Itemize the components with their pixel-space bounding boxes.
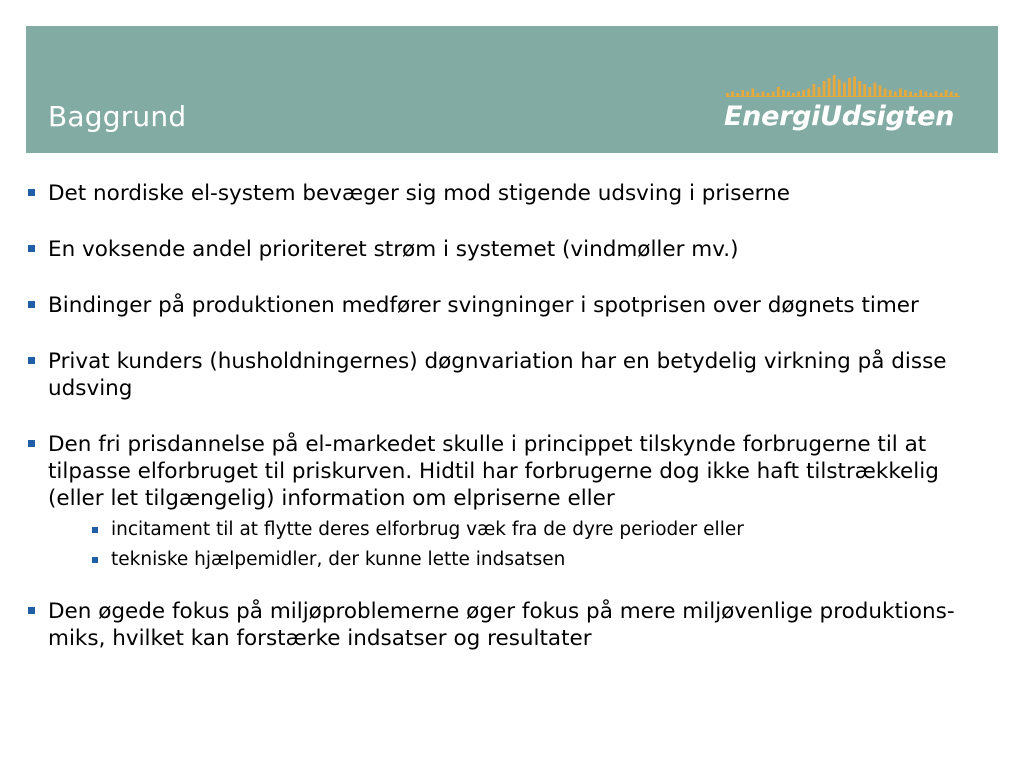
sub-bullet-item bbox=[28, 518, 998, 542]
bullet-marker bbox=[28, 607, 35, 614]
bullet-list bbox=[28, 180, 998, 681]
bullet-marker bbox=[28, 440, 35, 447]
bullet-text: Bindinger på produktionen medfører svingninger i spotprisen over døgnets timer bbox=[48, 293, 919, 318]
sub-bullet-marker bbox=[92, 527, 98, 533]
energiudsigten-logo bbox=[724, 70, 964, 136]
skyline-bars-icon bbox=[724, 70, 964, 100]
logo-text: EnergiUdsigten bbox=[724, 101, 955, 132]
bullet-item bbox=[28, 180, 998, 207]
bullet-text: En voksende andel prioriteret strøm i systemet (vindmøller mv.) bbox=[48, 237, 739, 262]
bullet-text: Den øgede fokus på miljøproblemerne øger fokus på mere miljøvenlige produktions-miks, hvilket kan forstærke indsatser og resultater bbox=[48, 599, 955, 651]
bullet-item bbox=[28, 431, 998, 512]
bullet-marker bbox=[28, 357, 35, 364]
bullet-item bbox=[28, 236, 998, 263]
slide-title: Baggrund bbox=[48, 100, 187, 133]
bullet-text: Den fri prisdannelse på el-markedet skulle i princippet tilskynde forbrugerne til at tilpasse elforbruget til priskurven. Hidtil har forbrugerne dog ikke haft tilstrækkelig (eller let tilgængelig) information om elpriserne eller bbox=[48, 432, 939, 511]
sub-bullet-marker bbox=[92, 557, 98, 563]
sub-bullet-text: tekniske hjælpemidler, der kunne lette indsatsen bbox=[111, 549, 566, 570]
bullet-item bbox=[28, 348, 998, 402]
bullet-marker bbox=[28, 245, 35, 252]
bullet-marker bbox=[28, 189, 35, 196]
bullet-item bbox=[28, 598, 998, 652]
header-band bbox=[26, 26, 998, 153]
sub-bullet-item bbox=[28, 548, 998, 572]
bullet-text: Det nordiske el-system bevæger sig mod stigende udsving i priserne bbox=[48, 181, 790, 206]
bullet-text: Privat kunders (husholdningernes) døgnvariation har en betydelig virkning på disse udsving bbox=[48, 349, 947, 401]
sub-bullet-list bbox=[28, 518, 998, 572]
bullet-item bbox=[28, 292, 998, 319]
bullet-marker bbox=[28, 301, 35, 308]
sub-bullet-text: incitament til at flytte deres elforbrug væk fra de dyre perioder eller bbox=[111, 519, 744, 540]
